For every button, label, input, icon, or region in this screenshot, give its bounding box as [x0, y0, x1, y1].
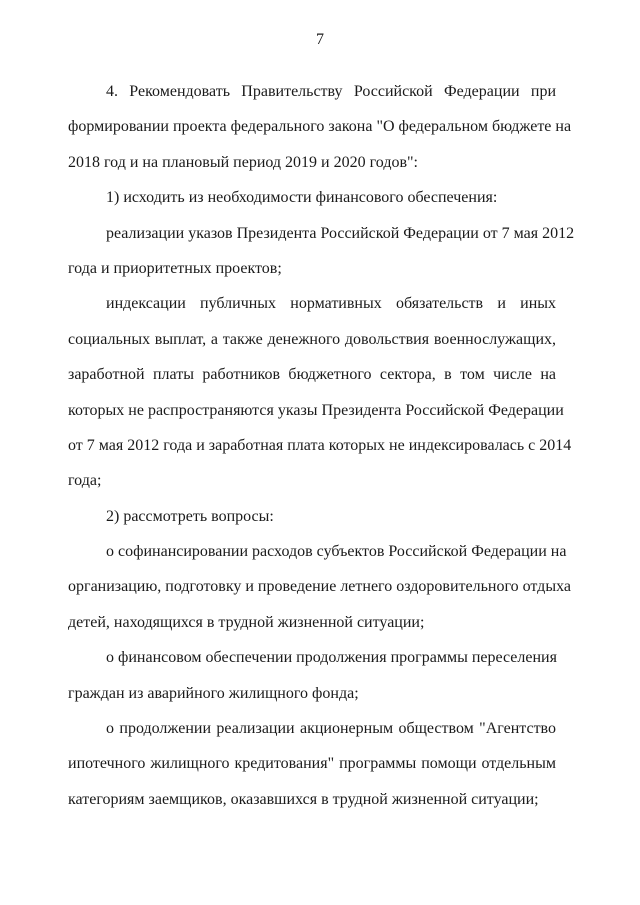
text-line: 1) исходить из необходимости финансового обеспечения: — [106, 189, 498, 207]
text-line: года; — [68, 472, 102, 490]
paragraph — [68, 216, 575, 287]
text-line: реализации указов Президента Российской Федерации от 7 мая 2012 — [106, 224, 575, 242]
text-line: детей, находящихся в трудной жизненной ситуации; — [68, 613, 425, 631]
text-line: граждан из аварийного жилищного фонда; — [68, 684, 359, 702]
text-line: о финансовом обеспечении продолжения программы переселения — [106, 649, 557, 667]
paragraph — [68, 499, 556, 534]
text-line: 2) рассмотреть вопросы: — [106, 507, 274, 525]
paragraph — [68, 534, 571, 640]
text-line: социальных выплат, а также денежного довольствия военнослужащих, — [68, 330, 556, 348]
text-line: 2018 год и на плановый период 2019 и 2020 годов": — [68, 153, 418, 171]
paragraph — [68, 74, 572, 180]
document-body — [68, 74, 575, 817]
text-line: 4. Рекомендовать Правительству Российской Федерации при — [106, 83, 556, 100]
text-line: о софинансировании расходов субъектов Российской Федерации на — [106, 543, 567, 561]
text-line: индексации публичных нормативных обязательств и иных — [106, 295, 556, 313]
text-line: года и приоритетных проектов; — [68, 259, 282, 277]
page-number: 7 — [316, 31, 324, 48]
text-line: которых не распространяются указы Президента Российской Федерации — [68, 401, 564, 419]
text-line: организацию, подготовку и проведение летнего оздоровительного отдыха — [68, 578, 571, 596]
text-line: от 7 мая 2012 года и заработная плата которых не индексировалась с 2014 — [68, 436, 572, 454]
text-line: категориям заемщиков, оказавшихся в трудной жизненной ситуации; — [68, 790, 539, 808]
text-line: формировании проекта федерального закона "О федеральном бюджете на — [68, 118, 572, 136]
paragraph — [68, 180, 556, 215]
paragraph — [68, 286, 572, 498]
text-line: ипотечного жилищного кредитования" программы помощи отдельным — [68, 755, 556, 773]
text-line: о продолжении реализации акционерным обществом "Агентство — [106, 720, 556, 738]
text-line: заработной платы работников бюджетного сектора, в том числе на — [68, 366, 556, 384]
paragraph — [68, 711, 556, 817]
paragraph — [68, 640, 556, 711]
